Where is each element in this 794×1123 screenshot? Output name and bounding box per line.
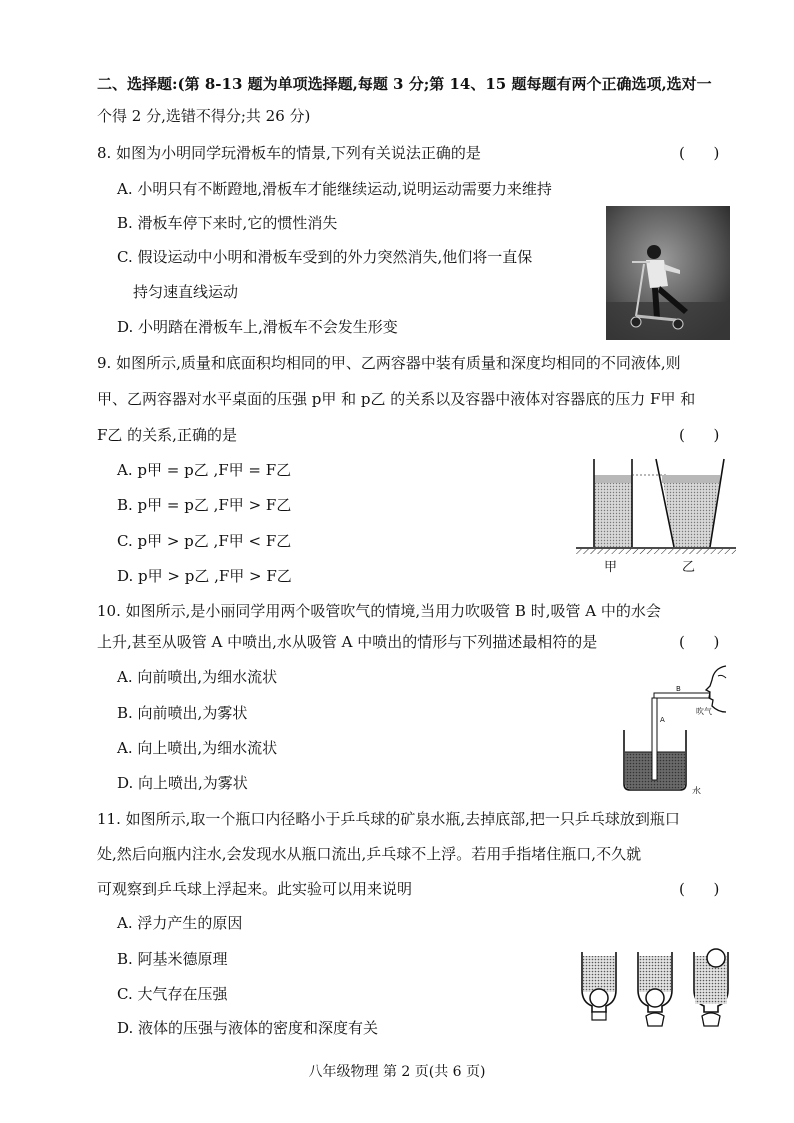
page-footer: 八年级物理 第 2 页(共 6 页) <box>308 1064 486 1080</box>
label-water: 水 <box>692 787 702 794</box>
q11-stem-1: 11. 如图所示,取一个瓶口内径略小于乒乓球的矿泉水瓶,去掉底部,把一只乒乓球放到瓶口 <box>97 810 680 828</box>
q11-option-a: A. 浮力产生的原因 <box>117 914 243 932</box>
q10-answer-paren: ( ) <box>679 633 720 651</box>
q9-answer-paren: ( ) <box>679 426 720 444</box>
label-blow: 吹气 <box>696 707 712 716</box>
q8-stem: 8. 如图为小明同学玩滑板车的情景,下列有关说法正确的是 <box>97 144 481 162</box>
q9-option-c: C. p甲 > p乙 ,F甲 < F乙 <box>117 532 292 550</box>
section-heading: 二、选择题:(第 8-13 题为单项选择题,每题 3 分;第 14、15 题每题有两个正确选项,选对一 <box>97 75 712 93</box>
q10-option-a: A. 向前喷出,为细水流状 <box>117 668 278 686</box>
q10-option-b: B. 向前喷出,为雾状 <box>117 704 248 722</box>
q11-answer-paren: ( ) <box>679 880 720 898</box>
q9-option-b: B. p甲 = p乙 ,F甲 > F乙 <box>117 496 292 514</box>
label-jia: 甲 <box>604 560 618 575</box>
q9-option-a: A. p甲 = p乙 ,F甲 = F乙 <box>117 461 292 479</box>
label-yi: 乙 <box>682 560 696 575</box>
q10-stem-2: 上升,甚至从吸管 A 中喷出,水从吸管 A 中喷出的情形与下列描述最相符的是 <box>97 633 598 651</box>
section-heading-cont: 个得 2 分,选错不得分;共 26 分) <box>97 107 311 125</box>
q8-option-c: C. 假设运动中小明和滑板车受到的外力突然消失,他们将一直保 <box>117 248 533 266</box>
q8-option-a: A. 小明只有不断蹬地,滑板车才能继续运动,说明运动需要力来维持 <box>117 180 552 198</box>
q10-option-a2: A. 向上喷出,为细水流状 <box>117 739 278 757</box>
q10-option-d: D. 向上喷出,为雾状 <box>117 774 248 792</box>
label-straw-a: A <box>660 716 665 724</box>
q11-option-d: D. 液体的压强与液体的密度和深度有关 <box>117 1019 379 1037</box>
q11-stem-3: 可观察到乒乓球上浮起来。此实验可以用来说明 <box>97 880 413 898</box>
q10-stem-1: 10. 如图所示,是小丽同学用两个吸管吹气的情境,当用力吹吸管 B 时,吸管 A 中的水会 <box>97 602 661 620</box>
q8-answer-paren: ( ) <box>679 144 720 162</box>
q8-option-b: B. 滑板车停下来时,它的惯性消失 <box>117 214 338 232</box>
q11-option-c: C. 大气存在压强 <box>117 985 228 1003</box>
q9-stem-2: 甲、乙两容器对水平桌面的压强 p甲 和 p乙 的关系以及容器中液体对容器底的压力 F甲 和 <box>97 390 696 408</box>
q9-option-d: D. p甲 > p乙 ,F甲 > F乙 <box>117 567 292 585</box>
q9-stem-1: 9. 如图所示,质量和底面积均相同的甲、乙两容器中装有质量和深度均相同的不同液体,则 <box>97 354 681 372</box>
q11-stem-2: 处,然后向瓶内注水,会发现水从瓶口流出,乒乓球不上浮。若用手指堵住瓶口,不久就 <box>97 845 642 863</box>
bottle-pingpong-diagram <box>576 946 736 1032</box>
label-straw-b: B <box>676 685 681 693</box>
straw-blowing-diagram <box>614 660 736 794</box>
scooter-photo <box>606 206 730 340</box>
q8-option-c-cont: 持匀速直线运动 <box>133 283 239 301</box>
q9-stem-3: F乙 的关系,正确的是 <box>97 426 237 444</box>
q8-option-d: D. 小明踏在滑板车上,滑板车不会发生形变 <box>117 318 398 336</box>
containers-diagram <box>576 455 736 577</box>
q11-option-b: B. 阿基米德原理 <box>117 950 228 968</box>
